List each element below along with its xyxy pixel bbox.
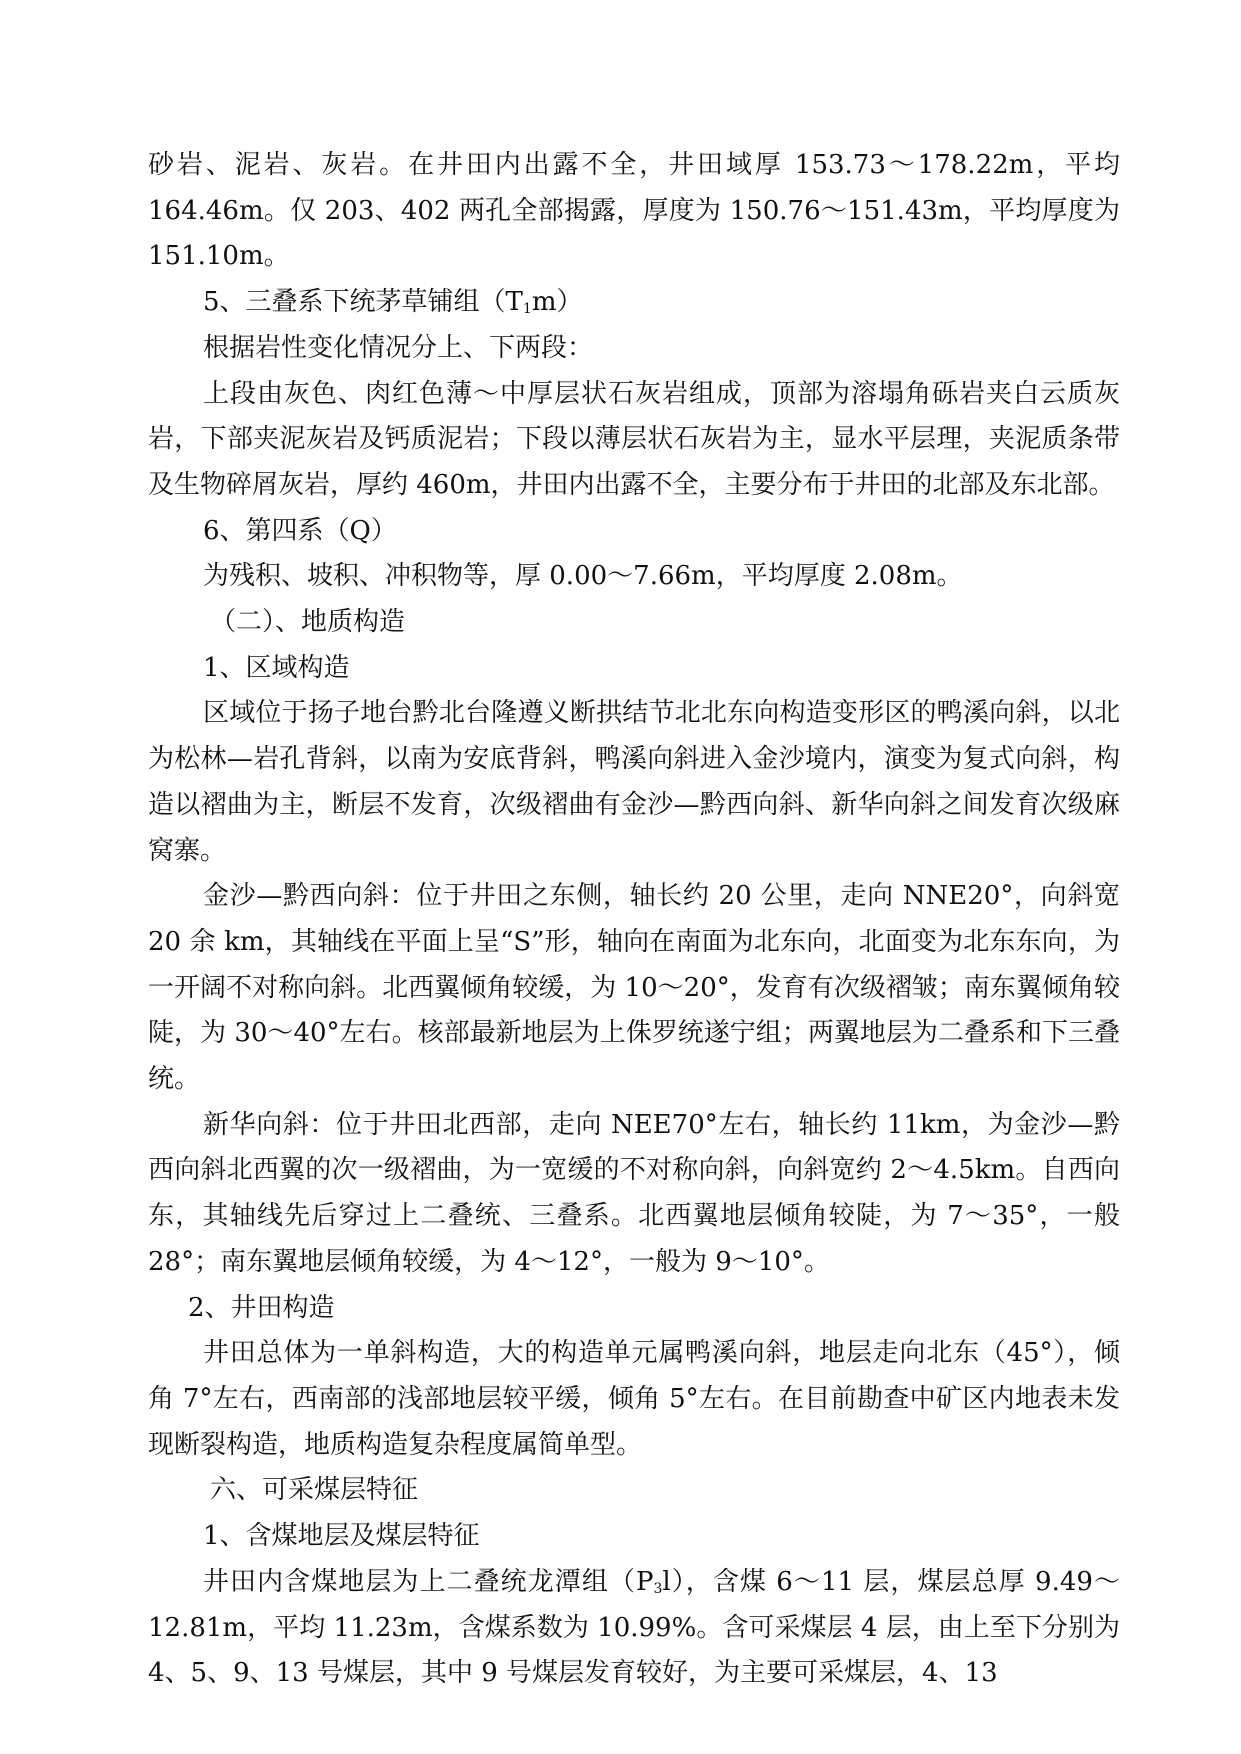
paragraph-lithology-sections: 上段由灰色、肉红色薄～中厚层状石灰岩组成，顶部为溶塌角砾岩夹白云质灰岩，下部夹泥灰岩及钙质泥岩；下段以薄层状石灰岩为主，显水平层理，夹泥质条带及生物碎屑灰岩，厚约 460m，井田内出露不全，主要分布于井田的北部及东北部。: [148, 378, 1120, 500]
subscript: 1: [522, 301, 532, 318]
heading-maocaopu-formation: [148, 280, 1120, 326]
heading-coal-bearing-strata: 1、含煤地层及煤层特征: [203, 1521, 480, 1552]
heading-regional-structure: 1、区域构造: [203, 652, 350, 683]
paragraph-coal-bearing-strata: [148, 1560, 1120, 1697]
paragraph-minefield-structure: 井田总体为一单斜构造，大的构造单元属鸭溪向斜，地层走向北东（45°），倾角 7°左右，西南部的浅部地层较平缓，倾角 5°左右。在目前勘查中矿区内地表未发现断裂构造，地质构造复杂程度属简单型。: [148, 1338, 1120, 1460]
paragraph-quaternary: 为残积、坡积、冲积物等，厚 0.00～7.66m，平均厚度 2.08m。: [203, 561, 963, 592]
paragraph-text-end: l），含煤 6～11 层，煤层总厚 9.49～12.81m，平均 11.23m，含煤系数为 10.99%。含可采煤层 4 层，由上至下分别为 4、5、9、13 号煤层，其中 9 号煤层发育较好，为主要可采煤层，4、13: [148, 1566, 1120, 1689]
paragraph-text: 井田内含煤地层为上二叠统龙潭组（P: [203, 1566, 654, 1597]
heading-geological-structure: （二）、地质构造: [210, 607, 406, 638]
document-page: [148, 143, 1120, 1697]
heading-minable-coal-seams: 六、可采煤层特征: [210, 1475, 419, 1506]
heading-text: 5、三叠系下统茅草铺组（T: [203, 287, 523, 318]
paragraph-strata-thickness: 砂岩、泥岩、灰岩。在井田内出露不全，井田域厚 153.73～178.22m，平均 164.46m。仅 203、402 两孔全部揭露，厚度为 150.76～151.43m，平均厚度为 151.10m。: [148, 150, 1120, 272]
paragraph-xinhua-syncline: 新华向斜：位于井田北西部，走向 NEE70°左右，轴长约 11km，为金沙—黔西向斜北西翼的次一级褶曲，为一宽缓的不对称向斜，向斜宽约 2～4.5km。自西向东，其轴线先后穿过上二叠统、三叠系。北西翼地层倾角较陡，为 7～35°，一般 28°；南东翼地层倾角较缓，为 4～12°，一般为 9～10°。: [148, 1109, 1120, 1277]
paragraph-regional-structure: 区域位于扬子地台黔北台隆遵义断拱结节北北东向构造变形区的鸭溪向斜，以北为松林—岩孔背斜，以南为安底背斜，鸭溪向斜进入金沙境内，演变为复式向斜，构造以褶曲为主，断层不发育，次级褶曲有金沙—黔西向斜、新华向斜之间发育次级麻窝寨。: [148, 698, 1120, 866]
paragraph-lithology-intro: 根据岩性变化情况分上、下两段：: [203, 332, 594, 363]
paragraph-jinsha-qianxi-syncline: 金沙—黔西向斜：位于井田之东侧，轴长约 20 公里，走向 NNE20°，向斜宽 20 余 km，其轴线在平面上呈“S”形，轴向在南面为北东向，北面变为北东东向，为一开阔不对称向斜。北西翼倾角较缓，为 10～20°，发育有次级褶皱；南东翼倾角较陡，为 30～40°左右。核部最新地层为上侏罗统遂宁组；两翼地层为二叠系和下三叠统。: [148, 881, 1120, 1095]
subscript: 3: [653, 1580, 663, 1597]
heading-quaternary: 6、第四系（Q）: [203, 515, 397, 546]
heading-minefield-structure: 2、井田构造: [188, 1292, 335, 1323]
heading-text-end: m）: [531, 287, 583, 318]
